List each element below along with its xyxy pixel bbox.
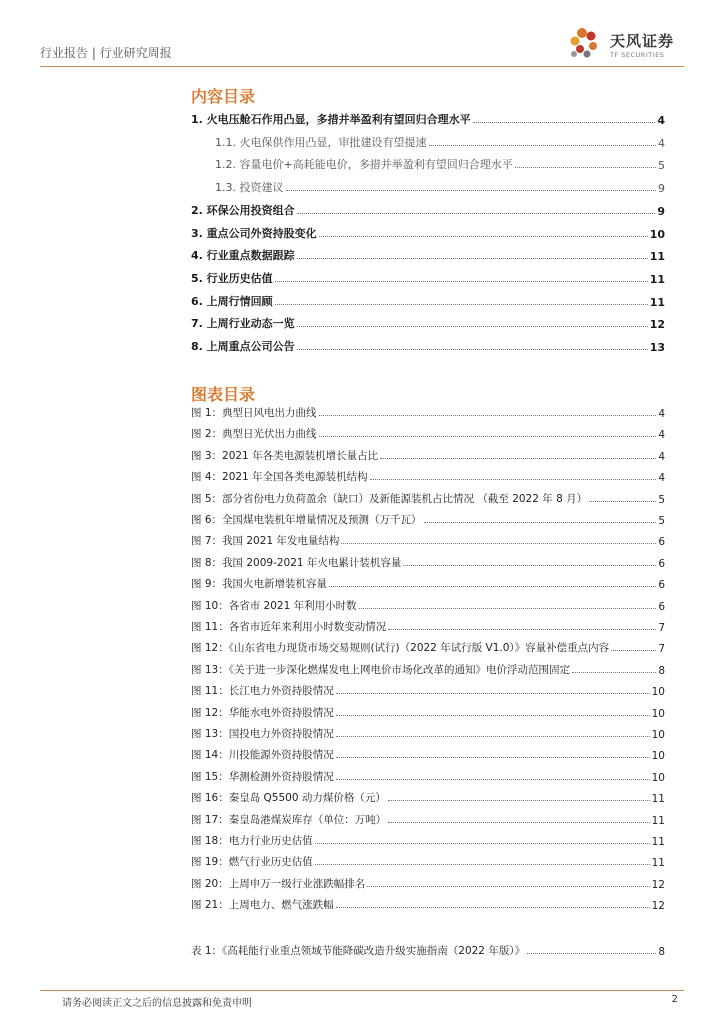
toc-entry[interactable] <box>191 225 665 241</box>
entry-page: 6 <box>658 579 665 592</box>
entry-label: 图 10：各省市 2021 年利用小时数 <box>191 599 357 612</box>
entry-page: 4 <box>658 408 665 420</box>
entry-label: 图 2：典型日光伏出力曲线 <box>191 428 317 441</box>
entry-label: 图 12：《山东省电力现货市场交易规则(试行)（2022 年试行版 V1.0）》容量补偿重点内容 <box>191 642 610 655</box>
entry-page: 10 <box>651 686 665 699</box>
entry-page: 11 <box>649 272 665 286</box>
dot-leader <box>611 650 656 651</box>
dot-leader <box>315 864 650 865</box>
entry-label: 图 13：国投电力外资持股情况 <box>191 728 334 740</box>
company-logo <box>566 24 688 66</box>
entry-label: 表 1：《高耗能行业重点领域节能降碳改造升级实施指南（2022 年版）》 <box>191 945 526 957</box>
entry-page: 9 <box>658 182 665 196</box>
dot-leader <box>329 586 656 587</box>
entry-label: 图 19：燃气行业历史估值 <box>191 856 313 869</box>
dot-leader <box>297 326 648 327</box>
figure-entry[interactable] <box>191 618 665 634</box>
entry-label: 图 6：全国煤电装机年增量情况及预测（万千瓦） <box>191 514 422 526</box>
entry-label: 1. 火电压舱石作用凸显，多措并举盈利有望回归合理水平 <box>191 113 471 126</box>
entry-page: 7 <box>658 622 665 634</box>
entry-label: 图 13：《关于进一步深化燃煤发电上网电价市场化改革的通知》电价浮动范围固定 <box>191 663 570 676</box>
entry-label: 图 1：典型日风电出力曲线 <box>191 407 317 419</box>
entry-page: 4 <box>658 472 665 485</box>
entry-page: 4 <box>657 114 665 127</box>
figure-entry[interactable] <box>191 490 665 506</box>
toc-entry[interactable] <box>215 156 665 172</box>
toc-entry[interactable] <box>215 179 665 195</box>
entry-page: 4 <box>658 450 665 463</box>
figure-entry[interactable] <box>191 404 665 420</box>
entry-label: 图 14：川投能源外资持股情况 <box>191 749 334 762</box>
header-divider <box>40 66 684 67</box>
figure-entry[interactable] <box>191 511 665 527</box>
footer-disclaimer: 请务必阅读正文之后的信息披露和免责申明 <box>62 998 252 1009</box>
entry-label: 1.2. 容量电价+高耗能电价，多措并举盈利有望回归合理水平 <box>215 158 513 172</box>
dot-leader <box>275 281 648 282</box>
entry-page: 12 <box>649 318 665 332</box>
entry-page: 8 <box>658 664 665 677</box>
dot-leader <box>388 629 656 630</box>
logo-subtitle: TF SECURITIES <box>610 51 665 59</box>
entry-page: 5 <box>658 493 665 506</box>
toc-entry[interactable] <box>191 247 665 263</box>
entry-page: 10 <box>651 750 665 763</box>
entry-label: 8. 上周重点公司公告 <box>191 340 295 353</box>
dot-leader <box>370 479 657 480</box>
toc-entry[interactable] <box>191 338 665 354</box>
entry-page: 10 <box>649 227 665 241</box>
entry-page: 4 <box>658 429 665 442</box>
dot-leader <box>336 757 650 758</box>
toc-title: 内容目录 <box>191 87 256 106</box>
entry-page: 5 <box>658 515 665 527</box>
figure-entry[interactable] <box>191 468 665 484</box>
dot-leader <box>380 458 656 459</box>
footer-divider <box>40 990 684 991</box>
figure-entry[interactable] <box>191 789 665 805</box>
figure-entry[interactable] <box>191 811 665 827</box>
figure-entry[interactable] <box>191 532 665 548</box>
flower-icon <box>566 24 606 64</box>
entry-label: 图 11：各省市近年来利用小时数变动情况 <box>191 621 387 633</box>
figure-entry[interactable] <box>191 768 665 784</box>
dot-leader <box>589 501 656 502</box>
entry-page: 11 <box>651 793 665 806</box>
figure-entry[interactable] <box>191 725 665 741</box>
dot-leader <box>388 800 650 801</box>
dot-leader <box>315 843 650 844</box>
entry-label: 7. 上周行业动态一览 <box>191 317 295 331</box>
entry-page: 7 <box>658 643 665 656</box>
toc-entry[interactable] <box>191 293 665 309</box>
dot-leader <box>429 145 657 146</box>
entry-label: 4. 行业重点数据跟踪 <box>191 249 295 263</box>
dot-leader <box>319 236 648 237</box>
dot-leader <box>336 907 650 908</box>
toc-entry[interactable] <box>191 315 665 331</box>
entry-page: 11 <box>651 814 665 827</box>
dot-leader <box>572 672 656 673</box>
dot-leader <box>515 167 656 168</box>
entry-page: 10 <box>651 707 665 720</box>
dot-leader <box>388 822 649 823</box>
entry-page: 4 <box>658 136 665 150</box>
table-entry[interactable] <box>191 942 665 958</box>
figure-entry[interactable] <box>191 447 665 463</box>
dot-leader <box>297 349 648 350</box>
entry-page: 6 <box>658 536 665 549</box>
entry-page: 11 <box>651 857 665 870</box>
figure-entry[interactable] <box>191 704 665 720</box>
entry-label: 图 16：秦皇岛 Q5500 动力煤价格（元） <box>191 792 386 805</box>
dot-leader <box>336 736 650 737</box>
entry-label: 图 5：部分省份电力负荷盈余（缺口）及新能源装机占比情况 （截至 2022 年 8 月） <box>191 492 588 505</box>
entry-label: 6. 上周行情回顾 <box>191 294 273 308</box>
entry-page: 11 <box>649 295 665 309</box>
dot-leader <box>297 213 656 214</box>
entry-label: 图 8：我国 2009-2021 年火电累计装机容量 <box>191 556 402 569</box>
figure-entry[interactable] <box>191 896 665 912</box>
dot-leader <box>403 565 656 566</box>
entry-label: 图 9：我国火电新增装机容量 <box>191 578 328 591</box>
dot-leader <box>359 608 657 609</box>
dot-leader <box>319 436 657 437</box>
entry-page: 5 <box>658 159 665 173</box>
dot-leader <box>473 122 656 123</box>
entry-page: 6 <box>658 557 665 570</box>
entry-label: 5. 行业历史估值 <box>191 271 273 285</box>
entry-label: 图 7：我国 2021 年发电量结构 <box>191 535 340 548</box>
figure-entry[interactable] <box>191 661 665 677</box>
entry-label: 图 11：长江电力外资持股情况 <box>191 685 334 698</box>
entry-page: 11 <box>649 250 665 264</box>
dot-leader <box>336 693 650 694</box>
entry-label: 图 4：2021 年全国各类电源装机结构 <box>191 471 368 484</box>
figure-entry[interactable] <box>191 832 665 848</box>
dot-leader <box>336 779 650 780</box>
report-header: 行业报告 | 行业研究周报 <box>40 46 172 60</box>
entry-label: 图 20：上周申万一级行业涨跌幅排名 <box>191 877 366 890</box>
dot-leader <box>286 190 657 191</box>
toc-entry[interactable] <box>215 134 665 150</box>
figure-entry[interactable] <box>191 875 665 891</box>
figure-entry[interactable] <box>191 639 665 655</box>
figure-entry[interactable] <box>191 746 665 762</box>
toc-entry[interactable] <box>191 111 665 127</box>
dot-leader <box>336 715 650 716</box>
dot-leader <box>319 415 657 416</box>
figure-entry[interactable] <box>191 853 665 869</box>
entry-label: 图 18：电力行业历史估值 <box>191 835 313 847</box>
dot-leader <box>424 522 657 523</box>
entry-page: 12 <box>651 900 665 913</box>
figure-entry[interactable] <box>191 554 665 570</box>
entry-page: 10 <box>651 771 665 784</box>
entry-page: 10 <box>651 729 665 741</box>
figure-entry[interactable] <box>191 597 665 613</box>
entry-label: 2. 环保公用投资组合 <box>191 203 295 217</box>
entry-label: 1.3. 投资建议 <box>215 181 284 195</box>
entry-label: 3. 重点公司外资持股变化 <box>191 226 317 240</box>
dot-leader <box>275 304 648 305</box>
dot-leader <box>297 258 648 259</box>
entry-label: 图 3：2021 年各类电源装机增长量占比 <box>191 449 379 462</box>
page-number: 2 <box>671 994 678 1005</box>
entry-label: 图 15：华测检测外资持股情况 <box>191 770 334 783</box>
dot-leader <box>527 953 656 954</box>
entry-page: 9 <box>657 204 665 218</box>
entry-label: 图 12：华能水电外资持股情况 <box>191 706 334 719</box>
logo-name: 天风证券 <box>610 32 675 50</box>
entry-page: 6 <box>658 600 665 613</box>
figure-entry[interactable] <box>191 682 665 698</box>
entry-label: 1.1. 火电保供作用凸显，审批建设有望提速 <box>215 135 427 149</box>
figures-title: 图表目录 <box>191 385 256 404</box>
figure-entry[interactable] <box>191 425 665 441</box>
figure-entry[interactable] <box>191 575 665 591</box>
toc-entry[interactable] <box>191 270 665 286</box>
entry-page: 13 <box>649 341 665 354</box>
dot-leader <box>341 543 656 544</box>
dot-leader <box>367 886 649 887</box>
entry-page: 8 <box>658 946 665 958</box>
toc-entry[interactable] <box>191 202 665 218</box>
entry-label: 图 21：上周电力、燃气涨跌幅 <box>191 899 334 912</box>
entry-page: 12 <box>651 878 665 891</box>
entry-page: 11 <box>651 836 665 848</box>
entry-label: 图 17：秦皇岛港煤炭库存（单位：万吨） <box>191 813 387 826</box>
